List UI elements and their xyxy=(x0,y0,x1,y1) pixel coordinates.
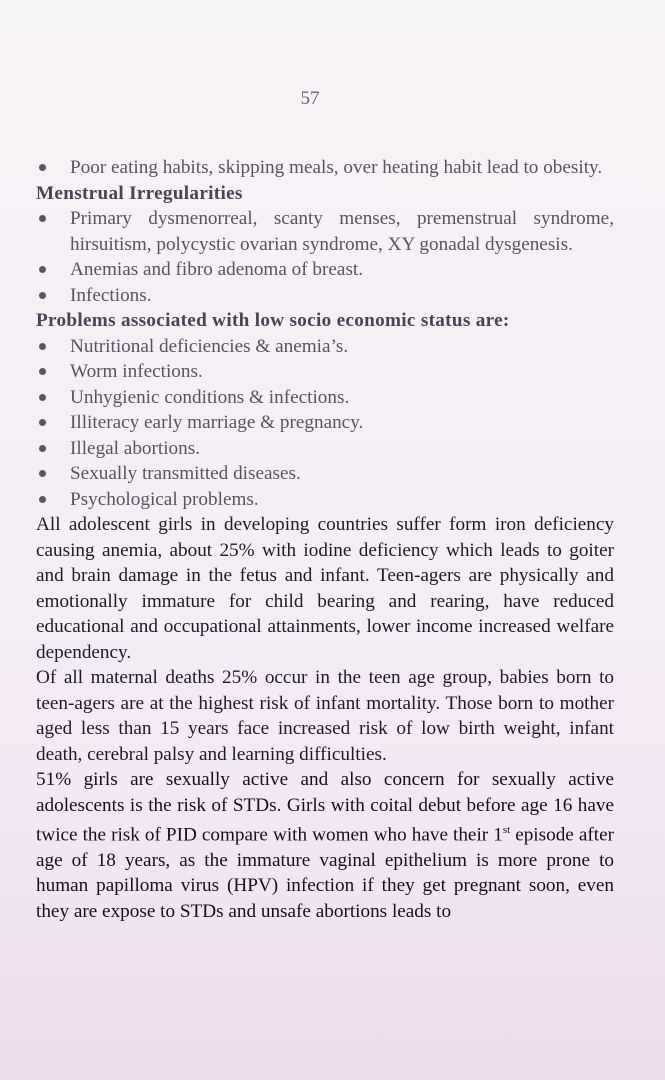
page-number: 57 xyxy=(300,88,320,109)
list-item: Illiteracy early marriage & pregnancy. xyxy=(36,410,614,436)
paragraph-text: episode after age of 18 years, as the immature vaginal epithelium is more prone to human papilloma virus (HPV) infection if they get pregnant soon, even they are expose to STDs and unsafe abortions leads to xyxy=(36,824,614,922)
list-item: Unhygienic conditions & infections. xyxy=(36,385,614,411)
list-item: Infections. xyxy=(36,283,614,309)
paragraph-text: 51% girls are sexually active and also concern for sexually active adolescents is the risk of STDs. Girls with coital debut before age 16 have twice the risk of PID compare with women who have their 1 xyxy=(36,769,614,846)
list-item: Nutritional deficiencies & anemia’s. xyxy=(36,334,614,360)
list-item: Primary dysmenorreal, scanty menses, premenstrual syndrome, hirsuitism, polycystic ovarian syndrome, XY gonadal dysgenesis. xyxy=(36,206,614,257)
page-content xyxy=(36,155,614,924)
section-heading-menstrual: Menstrual Irregularities xyxy=(36,182,243,204)
list-item: Psychological problems. xyxy=(36,487,614,513)
list-item: Anemias and fibro adenoma of breast. xyxy=(36,257,614,283)
list-item: Worm infections. xyxy=(36,359,614,385)
superscript: st xyxy=(502,824,511,836)
paragraph xyxy=(36,767,614,924)
list-item: Poor eating habits, skipping meals, over heating habit lead to obesity. xyxy=(36,155,614,181)
paragraph: All adolescent girls in developing countries suffer form iron deficiency causing anemia, about 25% with iodine deficiency which leads to goiter and brain damage in the fetus and infant. Teen-agers are physically and emotionally immature for child bearing and rearing, have reduced educational and occupational attainments, lower income increased welfare dependency. xyxy=(36,514,614,663)
list-item: Sexually transmitted diseases. xyxy=(36,461,614,487)
paragraph: Of all maternal deaths 25% occur in the teen age group, babies born to teen-agers are at the highest risk of infant mortality. Those born to mother aged less than 15 years face increased risk of low birth weight, infant death, cerebral palsy and learning difficulties. xyxy=(36,667,614,765)
list-item: Illegal abortions. xyxy=(36,436,614,462)
section-heading-socio-economic: Problems associated with low socio economic status are: xyxy=(36,310,510,331)
